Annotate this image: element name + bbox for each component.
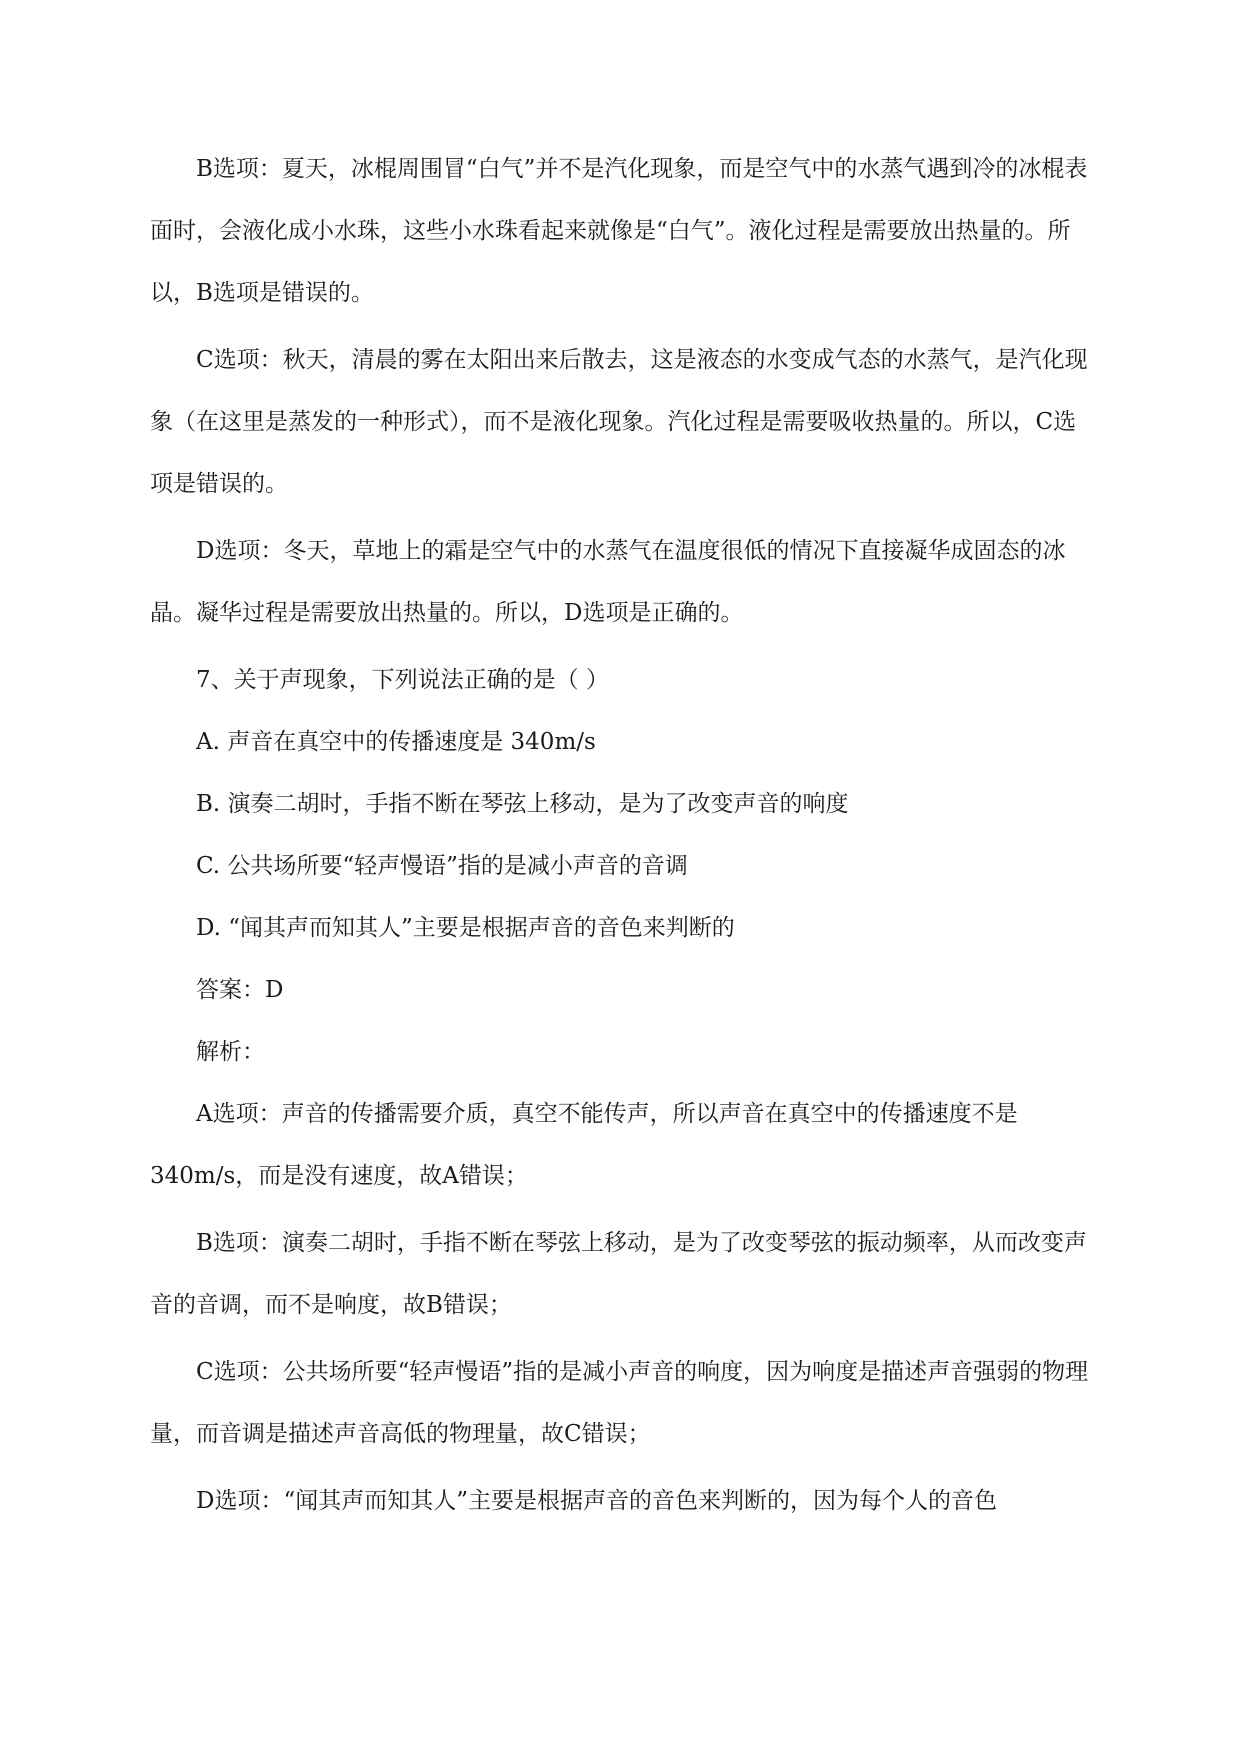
paragraph-option-b-explanation: B选项：夏天，冰棍周围冒“白气”并不是汽化现象，而是空气中的水蒸气遇到冷的冰棍表面时，会液化成小水珠，这些小水珠看起来就像是“白气”。液化过程是需要放出热量的。所以，B选项是错误的。 bbox=[150, 156, 1088, 306]
question-stem: 7、关于声现象，下列说法正确的是（ ） bbox=[196, 667, 609, 693]
question-option-b: B. 演奏二胡时，手指不断在琴弦上移动，是为了改变声音的响度 bbox=[196, 791, 849, 817]
analysis-option-c: C选项：公共场所要“轻声慢语”指的是减小声音的响度，因为响度是描述声音强弱的物理量，而音调是描述声音高低的物理量，故C错误； bbox=[150, 1359, 1089, 1447]
question-option-d: D. “闻其声而知其人”主要是根据声音的音色来判断的 bbox=[196, 915, 735, 941]
analysis-label: 解析： bbox=[196, 1039, 265, 1065]
analysis-option-b: B选项：演奏二胡时，手指不断在琴弦上移动，是为了改变琴弦的振动频率，从而改变声音的音调，而不是响度，故B错误； bbox=[150, 1230, 1087, 1318]
answer-line: 答案：D bbox=[196, 977, 284, 1003]
paragraph-option-d-explanation: D选项：冬天，草地上的霜是空气中的水蒸气在温度很低的情况下直接凝华成固态的冰晶。凝华过程是需要放出热量的。所以，D选项是正确的。 bbox=[150, 538, 1066, 626]
question-option-c: C. 公共场所要“轻声慢语”指的是减小声音的音调 bbox=[196, 853, 688, 879]
analysis-option-d: D选项：“闻其声而知其人”主要是根据声音的音色来判断的，因为每个人的音色 bbox=[196, 1488, 997, 1514]
document-body bbox=[150, 138, 1090, 1532]
analysis-option-a: A选项：声音的传播需要介质，真空不能传声，所以声音在真空中的传播速度不是340m/s，而是没有速度，故A错误； bbox=[150, 1101, 1018, 1189]
paragraph-option-c-explanation: C选项：秋天，清晨的雾在太阳出来后散去，这是液态的水变成气态的水蒸气，是汽化现象（在这里是蒸发的一种形式），而不是液化现象。汽化过程是需要吸收热量的。所以，C选项是错误的。 bbox=[150, 347, 1088, 497]
question-option-a: A. 声音在真空中的传播速度是 340m/s bbox=[196, 729, 596, 755]
